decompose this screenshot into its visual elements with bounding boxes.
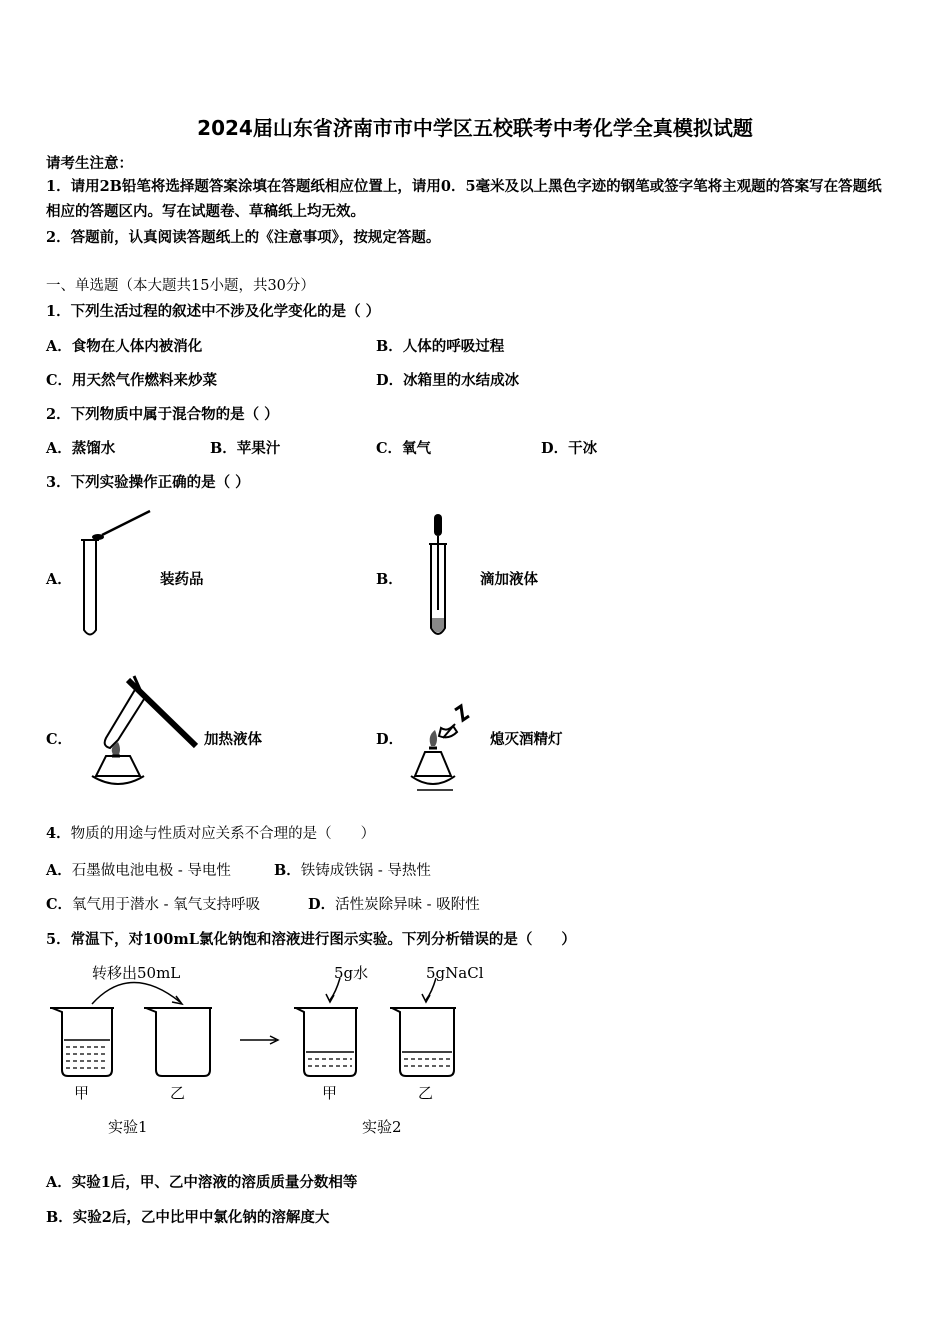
q5-stem: 5．常温下，对100mL氯化钠饱和溶液进行图示实验。下列分析错误的是（ ） — [46, 931, 576, 948]
label-yi-exp1: 乙 — [170, 1084, 186, 1102]
q3-option-a-text: 装药品 — [160, 571, 204, 588]
q4-option-d-letter: D． — [308, 896, 336, 913]
q4-number: 4． — [46, 825, 71, 842]
q4-stem — [46, 822, 375, 843]
label-jia-exp2: 甲 — [322, 1084, 338, 1102]
test-tube-spatula-illustration — [70, 505, 160, 640]
q5-option-b: B．实验2后，乙中比甲中氯化钠的溶解度大 — [46, 1209, 330, 1226]
q4-option-c — [46, 893, 260, 914]
notice-item-1: 1．请用2B铅笔将选择题答案涂填在答题纸相应位置上，请用0．5毫米及以上黑色字迹的钢笔或签字笔将主观题的答案写在答题纸相应的答题区内。写在试题卷、草稿纸上均无效。 — [46, 178, 882, 220]
q4-option-c-text: 氧气用于潜水 - 氧气支持呼吸 — [72, 897, 261, 913]
q3-option-b-text: 滴加液体 — [480, 571, 538, 588]
q1-stem: 1．下列生活过程的叙述中不涉及化学变化的是（ ） — [46, 303, 381, 320]
q4-option-a — [46, 859, 231, 880]
water-label: 5g水 — [334, 964, 369, 982]
alcohol-lamp-illustration — [405, 702, 490, 794]
q2-option-c: C．氧气 — [376, 440, 432, 457]
label-exp2: 实验2 — [362, 1118, 402, 1136]
label-jia-exp1: 甲 — [74, 1084, 90, 1102]
q2-option-d: D．干冰 — [541, 440, 598, 457]
beaker-jia-exp1 — [50, 1008, 114, 1076]
q3-option-c-letter: C． — [46, 731, 73, 748]
q5-option-a: A．实验1后，甲、乙中溶液的溶质质量分数相等 — [46, 1174, 358, 1191]
notice-heading: 请考生注意： — [46, 155, 133, 172]
dropper-tube-illustration — [420, 510, 460, 642]
q4-option-c-letter: C． — [46, 896, 73, 913]
q1-option-a: A．食物在人体内被消化 — [46, 338, 203, 355]
label-exp1: 实验1 — [108, 1118, 148, 1136]
q2-option-a: A．蒸馏水 — [46, 440, 116, 457]
q1-option-d: D．冰箱里的水结成冰 — [376, 372, 520, 389]
q4-option-b-text: 铁铸成铁锅 - 导热性 — [300, 863, 431, 879]
q2-stem: 2．下列物质中属于混合物的是（ ） — [46, 406, 279, 423]
q3-option-b-letter: B． — [376, 571, 403, 588]
q4-option-d-text: 活性炭除异味 - 吸附性 — [335, 897, 480, 913]
page-title: 2024届山东省济南市市中学区五校联考中考化学全真模拟试题 — [197, 116, 753, 140]
q4-option-b — [274, 859, 431, 880]
q4-option-d — [308, 893, 480, 914]
q4-option-b-letter: B． — [274, 862, 301, 879]
label-yi-exp2: 乙 — [418, 1084, 434, 1102]
beaker-jia-exp2 — [294, 1008, 358, 1076]
beaker-yi-exp1 — [144, 1008, 212, 1076]
section-heading: 一、单选题（本大题共15小题，共30分） — [46, 278, 315, 294]
nacl-label: 5gNaCl — [426, 964, 484, 982]
transfer-label: 转移出50mL — [92, 964, 181, 982]
q1-option-c: C．用天然气作燃料来炒菜 — [46, 372, 218, 389]
q1-option-b: B．人体的呼吸过程 — [376, 338, 505, 355]
heating-tube-illustration — [78, 668, 203, 793]
notice-item-2: 2．答题前，认真阅读答题纸上的《注意事项》，按规定答题。 — [46, 229, 441, 246]
transfer-arrow — [92, 982, 180, 1004]
beaker-yi-exp2 — [390, 1008, 456, 1076]
q4-stem-text: 物质的用途与性质对应关系不合理的是（ ） — [70, 826, 376, 842]
q4-option-a-text: 石墨做电池电极 - 导电性 — [71, 863, 231, 879]
q3-option-c-text: 加热液体 — [204, 731, 262, 748]
q3-option-d-letter: D． — [376, 731, 404, 748]
q3-option-d-text: 熄灭酒精灯 — [490, 731, 563, 748]
q4-option-a-letter: A． — [46, 862, 72, 879]
q3-stem: 3．下列实验操作正确的是（ ） — [46, 474, 250, 491]
q3-option-a-letter: A． — [46, 571, 72, 588]
q2-option-b: B．苹果汁 — [210, 440, 281, 457]
q5-experiment-figure — [40, 958, 500, 1143]
